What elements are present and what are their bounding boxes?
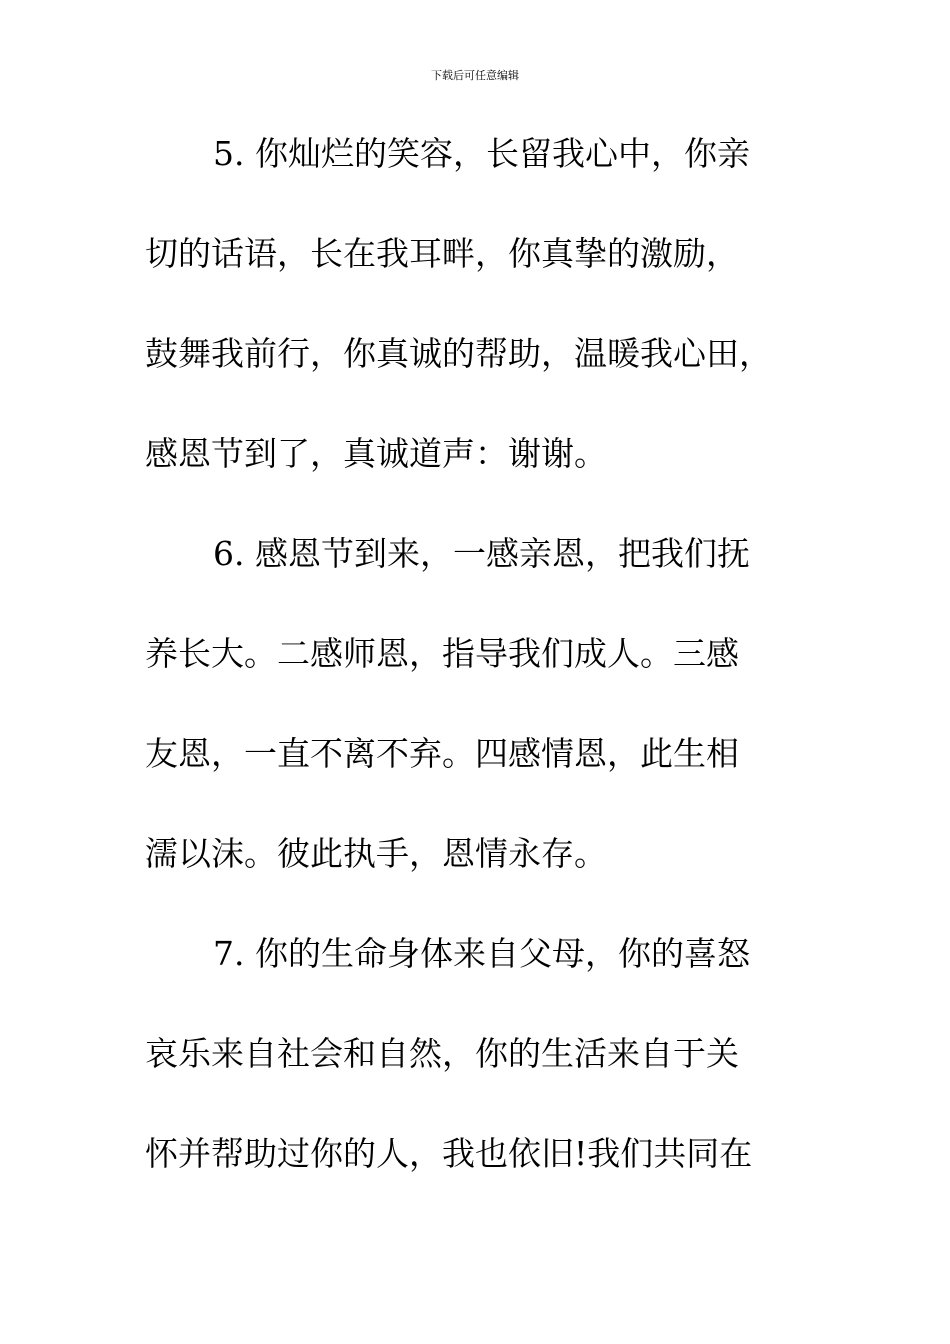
paragraph-6-line-3: 友恩，一直不离不弃。四感情恩，此生相 [145, 734, 739, 773]
document-body [145, 104, 805, 1204]
paragraph-5-line-2: 切的话语，长在我耳畔，你真挚的激励， [145, 234, 739, 273]
paragraph-6-line-1: 6. 感恩节到来，一感亲恩，把我们抚 [213, 534, 750, 573]
page-header: 下载后可任意编辑 [431, 69, 519, 82]
paragraph-7-line-2: 哀乐来自社会和自然，你的生活来自于关 [145, 1034, 739, 1073]
paragraph-6-line-2: 养长大。二感师恩，指导我们成人。三感 [145, 634, 739, 673]
paragraph-6-line-4: 濡以沫。彼此执手，恩情永存。 [145, 834, 607, 873]
paragraph-5-line-4: 感恩节到了，真诚道声：谢谢。 [145, 434, 607, 473]
paragraph-7-line-3: 怀并帮助过你的人，我也依旧!我们共同在 [145, 1134, 753, 1173]
paragraph-5-line-1: 5. 你灿烂的笑容，长留我心中，你亲 [213, 134, 750, 173]
paragraph-5-line-3: 鼓舞我前行，你真诚的帮助，温暖我心田， [145, 334, 772, 373]
paragraph-7-line-1: 7. 你的生命身体来自父母，你的喜怒 [213, 934, 750, 973]
